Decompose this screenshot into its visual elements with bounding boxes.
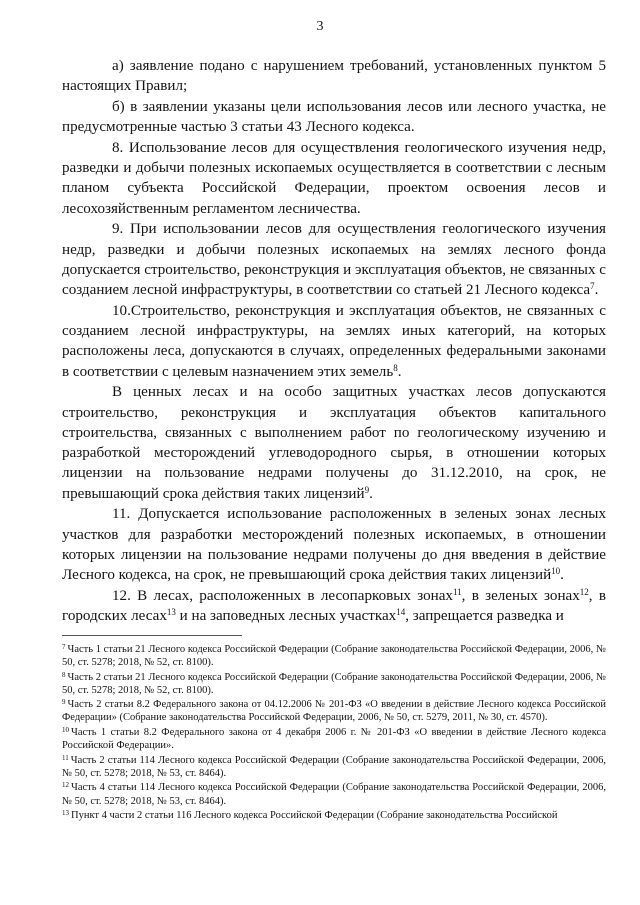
footnote-mark: 12 [62,781,69,790]
footnote-text: Пункт 4 части 2 статьи 116 Лесного кодекса Российской Федерации (Собрание законодательства Российской [71,810,558,822]
footnote-ref: 13 [166,607,176,618]
paragraph [62,97,606,138]
footnote-ref: 12 [579,586,589,597]
footnote [62,671,606,697]
footnote [62,698,606,724]
paragraph-text: . [560,567,564,584]
paragraph [62,138,606,219]
footnote [62,643,606,669]
paragraph-text: , в зеленых зонах [461,587,580,604]
footnote-mark: 9 [62,698,66,707]
paragraph-text: . [594,282,599,299]
paragraph [62,219,606,300]
footnote-separator [62,635,242,636]
footnotes [62,643,606,824]
paragraph-text: 11. Допускается использование расположенных в зеленых зонах лесных участков для разработки месторождений полезных ископаемых, в отношении которых лицензии на пользование недрами получены до дня введения в действие Лесного кодекса, на срок, не превышающий срока действия таких лицензий [62,506,606,584]
footnote-mark: 10 [62,726,69,735]
footnote-text: Часть 2 статьи 114 Лесного кодекса Российской Федерации (Собрание законодательства Российской Федерации, 2006, № 50, ст. 5278; 2018, № 53, ст. 8464). [62,754,606,779]
footnote-ref: 10 [551,566,561,577]
paragraph-text: и на заповедных лесных участках [175,608,397,625]
footnote-text: Часть 1 статьи 21 Лесного кодекса Российской Федерации (Собрание законодательства Российской Федерации, 2006, № 50, ст. 5278; 2018, № 52, ст. 8100). [62,644,606,669]
footnote [62,754,606,780]
paragraph-text: , запрещается разведка и [405,608,564,625]
footnote [62,809,606,822]
paragraph-text: 9. При использовании лесов для осуществления геологического изучения недр, разведки и добычи полезных ископаемых на землях лесного фонда допускается строительство, реконструкция и эксплуатация объектов, не связанных с созданием лесной инфраструктуры, в соответствии со статьей 21 Лесного кодекса [62,221,606,299]
footnote-mark: 13 [62,809,69,818]
footnote-mark: 8 [62,670,66,679]
paragraph-text: . [397,363,402,380]
paragraph [62,586,606,627]
footnote-mark: 11 [62,753,69,762]
paragraph [62,504,606,585]
footnote [62,781,606,807]
paragraph-text: . [369,485,373,502]
paragraph-text: б) в заявлении указаны цели использования лесов или лесного участка, не предусмотренные частью 3 статьи 43 Лесного кодекса. [62,98,606,136]
footnote-ref: 9 [364,484,370,495]
footnote-ref: 14 [396,607,406,618]
footnote-text: Часть 4 статьи 114 Лесного кодекса Российской Федерации (Собрание законодательства Российской Федерации, 2006, № 50, ст. 5278; 2018, № 53, ст. 8464). [62,782,606,807]
footnote [62,726,606,752]
paragraph-text: 8. Использование лесов для осуществления геологического изучения недр, разведки и добычи полезных ископаемых осуществляется в соответствии с лесным планом субъекта Российской Федерации, проектом освоения лесов и лесохозяйственным регламентом лесничества. [62,139,606,217]
footnote-text: Часть 2 статьи 8.2 Федерального закона от 04.12.2006 № 201-ФЗ «О введении в действие Лесного кодекса Российской Федерации» (Собрание законодательства Российской Федерации, 2006, № 50, ст. 5279, 2011, № 30, ст. 4570). [62,699,606,724]
paragraph-text: а) заявление подано с нарушением требований, установленных пунктом 5 настоящих Правил; [62,58,606,95]
body-text [62,56,606,627]
paragraph-text: В ценных лесах и на особо защитных участках лесов допускаются строительство, реконструкция и эксплуатация объектов капитального строительства, связанных с выполнением работ по геологическому изучению и разработкой месторождений углеводородного сырья, в отношении которых лицензии на пользование недрами получены до 31.12.2010, на срок, не превышающий срока действия таких лицензий [62,384,606,502]
footnote-ref: 7 [590,281,595,292]
paragraph-text: , в городских лесах [62,587,606,625]
page-number: 3 [316,19,324,34]
footnote-ref: 8 [393,362,398,373]
paragraph [62,56,606,97]
paragraph-text: 12. В лесах, расположенных в лесопарковых зонах [112,587,453,604]
paragraph-text: 10.Строительство, реконструкция и эксплуатация объектов, не связанных с созданием лесной инфраструктуры, на землях иных категорий, на которых расположены леса, допускаются в случаях, определенных федеральными законами в соответствии с целевым назначением этих земель [62,302,606,380]
paragraph [62,301,606,382]
footnote-text: Часть 1 статьи 8.2 Федерального закона от 4 декабря 2006 г. № 201-ФЗ «О введении в действие Лесного кодекса Российской Федерации». [62,727,606,752]
footnote-ref: 11 [452,586,462,597]
paragraph [62,382,606,504]
footnote-mark: 7 [62,643,66,651]
footnote-text: Часть 2 статьи 21 Лесного кодекса Российской Федерации (Собрание законодательства Российской Федерации, 2006, № 50, ст. 5278; 2018, № 52, ст. 8100). [62,671,606,696]
